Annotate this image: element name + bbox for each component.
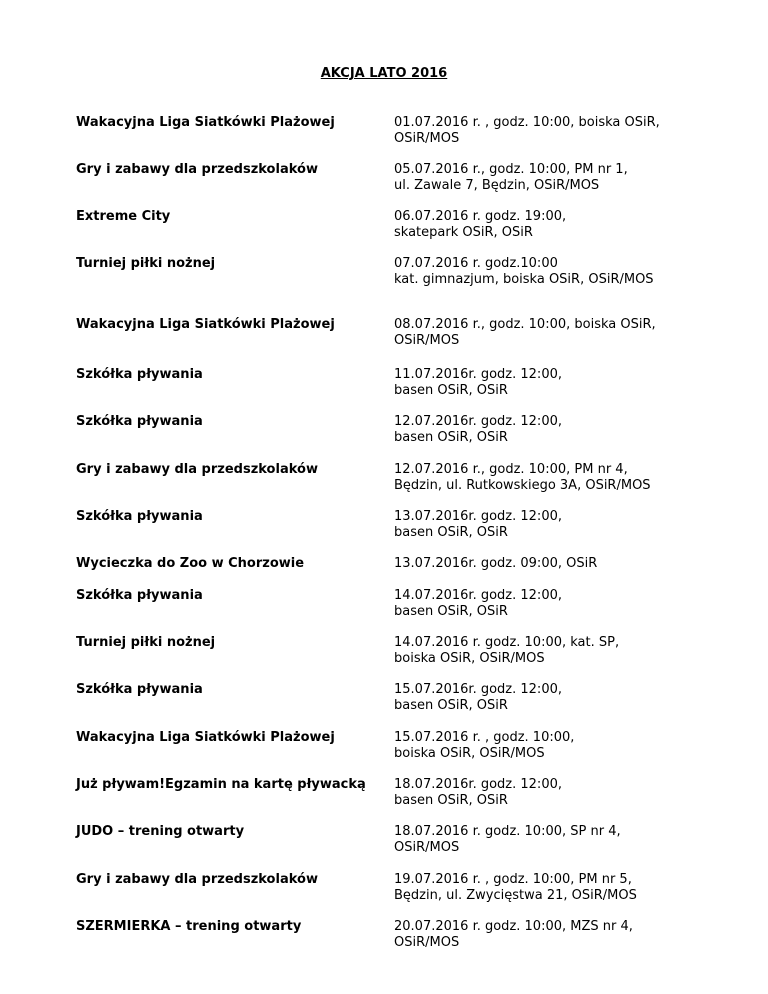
event-details: [394, 777, 714, 809]
event-details-line-2: basen OSiR, OSiR: [394, 698, 508, 713]
event-details-line-2: boiska OSiR, OSiR/MOS: [394, 651, 545, 666]
event-name: Szkółka pływania: [76, 414, 203, 429]
event-details: [394, 462, 714, 494]
event-name: Wakacyjna Liga Siatkówki Plażowej: [76, 317, 335, 332]
event-details-line-1: 13.07.2016r. godz. 12:00,: [394, 509, 562, 524]
event-details: [394, 682, 714, 714]
event-details: [394, 824, 714, 856]
event-details: [394, 256, 714, 288]
event-details: [394, 162, 714, 194]
event-name: Gry i zabawy dla przedszkolaków: [76, 462, 318, 477]
event-details-line-2: kat. gimnazjum, boiska OSiR, OSiR/MOS: [394, 272, 654, 287]
event-name: Turniej piłki nożnej: [76, 256, 216, 271]
event-details: [394, 414, 714, 446]
event-details-line-1: 13.07.2016r. godz. 09:00, OSiR: [394, 556, 598, 571]
event-details-line-2: basen OSiR, OSiR: [394, 793, 508, 808]
event-details-line-1: 01.07.2016 r. , godz. 10:00, boiska OSiR,: [394, 115, 660, 130]
event-details-line-2: skatepark OSiR, OSiR: [394, 225, 533, 240]
event-name: Wakacyjna Liga Siatkówki Plażowej: [76, 115, 335, 130]
event-details-line-1: 05.07.2016 r., godz. 10:00, PM nr 1,: [394, 162, 628, 177]
event-details-line-2: basen OSiR, OSiR: [394, 383, 508, 398]
event-name: Gry i zabawy dla przedszkolaków: [76, 162, 318, 177]
event-details: [394, 209, 714, 241]
event-name: Szkółka pływania: [76, 509, 203, 524]
event-name: Wycieczka do Zoo w Chorzowie: [76, 556, 305, 571]
event-details-line-1: 07.07.2016 r. godz.10:00: [394, 256, 558, 271]
event-details-line-1: 14.07.2016 r. godz. 10:00, kat. SP,: [394, 635, 620, 650]
event-details-line-1: 15.07.2016r. godz. 12:00,: [394, 682, 562, 697]
event-name: Gry i zabawy dla przedszkolaków: [76, 872, 318, 887]
event-details-line-2: basen OSiR, OSiR: [394, 525, 508, 540]
event-details-line-2: OSiR/MOS: [394, 131, 460, 146]
event-details: [394, 556, 714, 572]
event-details-line-2: ul. Zawale 7, Będzin, OSiR/MOS: [394, 178, 600, 193]
event-name: Szkółka pływania: [76, 588, 203, 603]
event-name: Szkółka pływania: [76, 682, 203, 697]
event-details: [394, 509, 714, 541]
event-details-line-2: basen OSiR, OSiR: [394, 430, 508, 445]
event-details: [394, 367, 714, 399]
event-name: JUDO – trening otwarty: [76, 824, 245, 839]
event-details-line-1: 19.07.2016 r. , godz. 10:00, PM nr 5,: [394, 872, 632, 887]
event-name: Turniej piłki nożnej: [76, 635, 216, 650]
event-details-line-2: Będzin, ul. Zwycięstwa 21, OSiR/MOS: [394, 888, 637, 903]
event-details: [394, 317, 714, 349]
event-details-line-2: OSiR/MOS: [394, 935, 460, 950]
event-name: Wakacyjna Liga Siatkówki Plażowej: [76, 730, 335, 745]
event-details-line-1: 20.07.2016 r. godz. 10:00, MZS nr 4,: [394, 919, 633, 934]
event-details: [394, 872, 714, 904]
event-details-line-1: 14.07.2016r. godz. 12:00,: [394, 588, 562, 603]
event-details-line-2: Będzin, ul. Rutkowskiego 3A, OSiR/MOS: [394, 478, 651, 493]
event-details-line-1: 08.07.2016 r., godz. 10:00, boiska OSiR,: [394, 317, 656, 332]
event-name: Szkółka pływania: [76, 367, 203, 382]
event-name: SZERMIERKA – trening otwarty: [76, 919, 302, 934]
event-details-line-1: 18.07.2016 r. godz. 10:00, SP nr 4,: [394, 824, 621, 839]
event-details-line-1: 12.07.2016 r., godz. 10:00, PM nr 4,: [394, 462, 628, 477]
event-details: [394, 730, 714, 762]
event-details-line-1: 12.07.2016r. godz. 12:00,: [394, 414, 562, 429]
event-name: Extreme City: [76, 209, 171, 224]
event-details-line-2: OSiR/MOS: [394, 333, 460, 348]
event-details-line-2: boiska OSiR, OSiR/MOS: [394, 746, 545, 761]
event-details: [394, 115, 714, 147]
event-details-line-1: 06.07.2016 r. godz. 19:00,: [394, 209, 567, 224]
event-details: [394, 919, 714, 951]
event-details-line-1: 11.07.2016r. godz. 12:00,: [394, 367, 562, 382]
event-details: [394, 635, 714, 667]
event-details: [394, 588, 714, 620]
event-details-line-2: basen OSiR, OSiR: [394, 604, 508, 619]
event-details-line-2: OSiR/MOS: [394, 840, 460, 855]
event-details-line-1: 15.07.2016 r. , godz. 10:00,: [394, 730, 575, 745]
event-details-line-1: 18.07.2016r. godz. 12:00,: [394, 777, 562, 792]
document-title: AKCJA LATO 2016: [320, 66, 448, 81]
event-name: Już pływam!Egzamin na kartę pływacką: [76, 777, 366, 792]
